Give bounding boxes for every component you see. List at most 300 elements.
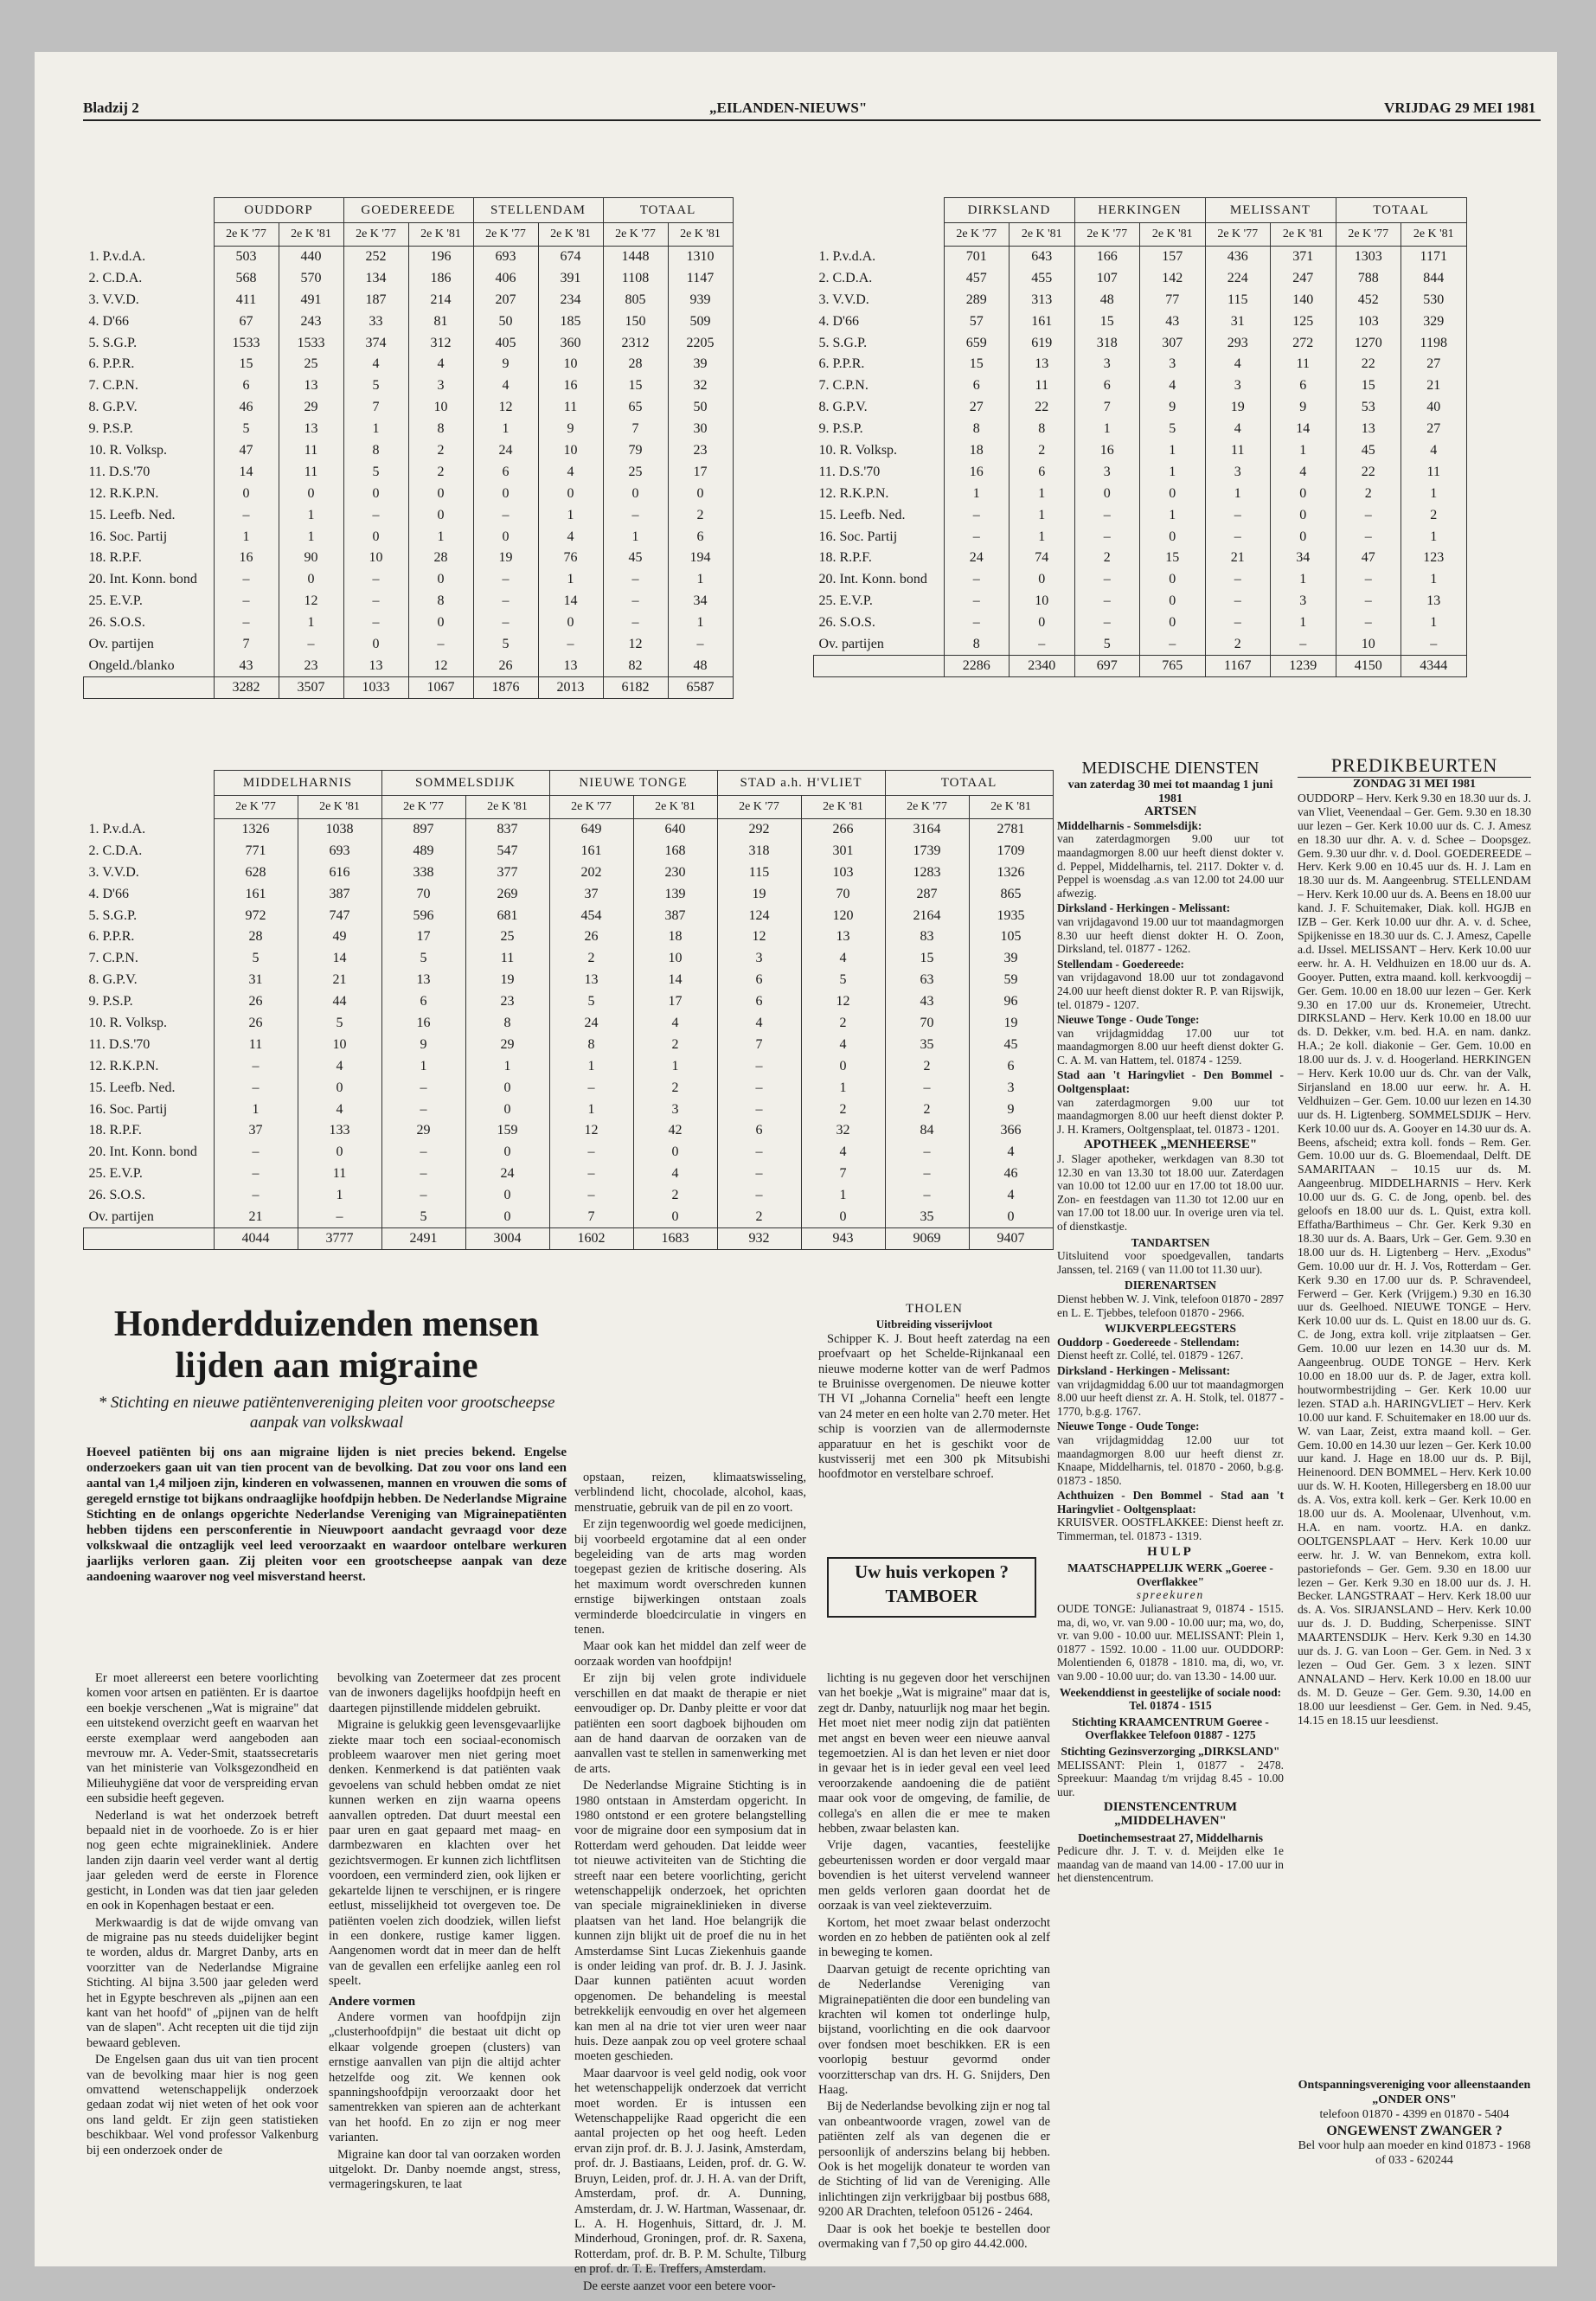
vote-cell: – xyxy=(1140,634,1206,656)
vote-cell: 5 xyxy=(381,948,465,970)
vote-cell: 14 xyxy=(1271,419,1336,440)
party-label: 11. D.S.'70 xyxy=(818,464,881,479)
vote-cell: 8 xyxy=(1010,419,1075,440)
vote-cell: 194 xyxy=(668,548,733,569)
vote-cell: 14 xyxy=(298,948,381,970)
lead-paragraph: Hoeveel patiënten bij ons aan migraine lijden is niet precies bekend. Engelse onderzoekers gaan uit van tien procent van de bevolking. Dat zou voor ons land een aantal van 1,4 miljoen zijn, kinderen en volwassenen, mannen en vrouwen die soms of geregeld ernstige tot bijkans ondraaglijke hoofdpijn hebben. De Nederlandse Migraine Stichting en de onlangs opgerichte Nederlandse Vereniging van Migrainepatiënten hebben tijdens een persconferentie in Nieuwpoort aandacht gevraagd voor deze volkskwaal die ontzaglijk veel leed veroorzaakt en waardoor ontelbare werkuren jaarlijks verloren gaan. Zij pleiten voor een grootscheepse aanpak van deze aandoening waarover nog veel misverstand heerst. xyxy=(87,1445,567,1584)
vote-cell: 6 xyxy=(717,991,801,1013)
table-row xyxy=(84,926,1054,948)
vote-cell: – xyxy=(473,612,538,634)
vote-cell: 1 xyxy=(1074,419,1140,440)
vote-cell: 19 xyxy=(473,548,538,569)
table-row xyxy=(84,634,734,656)
vote-cell: 18 xyxy=(944,440,1010,462)
predikbeurten-title: PREDIKBEURTEN xyxy=(1298,754,1531,778)
paragraph: Vrije dagen, vacanties, feestelijke gebeurtenissen worden er door vergald maar bovendien is het uiterst vervelend wanneer men gelds verloren gaan doordat het de oorzaak is van veel ziekteverzuim. xyxy=(818,1838,1050,1913)
vote-cell: 436 xyxy=(1205,247,1271,268)
table-row xyxy=(84,311,734,332)
vote-cell: 4 xyxy=(408,354,473,375)
vote-cell: 272 xyxy=(1271,332,1336,354)
vote-cell: 411 xyxy=(214,289,279,311)
wijk-region: Achthuizen - Den Bommel - Stad aan 't Haringvliet - Ooltgensplaat: xyxy=(1057,1489,1284,1516)
ad-line-1: Uw huis verkopen ? xyxy=(855,1561,1009,1582)
vote-cell: 6 xyxy=(1271,375,1336,397)
vote-cell: 35 xyxy=(885,1034,969,1055)
vote-cell: 18 xyxy=(633,926,717,948)
vote-cell: 491 xyxy=(279,289,343,311)
vote-cell: 28 xyxy=(408,548,473,569)
vote-cell: – xyxy=(381,1099,465,1120)
vote-cell: 32 xyxy=(801,1120,885,1142)
vote-cell: – xyxy=(717,1055,801,1077)
sub-column-header: 2e K '81 xyxy=(465,796,549,819)
vote-cell: 34 xyxy=(668,591,733,612)
vote-cell: – xyxy=(944,612,1010,634)
vote-cell: 649 xyxy=(549,819,633,841)
hulp-subheading: MAATSCHAPPELIJK WERK „Goeree - Overflakkee" xyxy=(1067,1561,1273,1588)
sub-column-header: 2e K '81 xyxy=(279,223,343,247)
vote-cell: – xyxy=(603,569,668,591)
vote-cell: 26 xyxy=(549,926,633,948)
vote-cell: 5 xyxy=(1074,634,1140,656)
party-label: 5. S.G.P. xyxy=(88,907,138,923)
page-number: Bladzij 2 xyxy=(83,99,139,116)
vote-cell: – xyxy=(214,1055,298,1077)
vote-cell: 24 xyxy=(465,1163,549,1185)
vote-cell: 6 xyxy=(214,375,279,397)
paragraph: Daar is ook het boekje te bestellen door overmaking van f 7,50 op giro 44.42.000. xyxy=(818,2221,1050,2252)
vote-cell: 0 xyxy=(279,569,343,591)
vote-cell: 19 xyxy=(717,883,801,905)
vote-cell: 1 xyxy=(538,504,603,526)
vote-cell: 29 xyxy=(465,1034,549,1055)
vote-cell: 29 xyxy=(279,397,343,419)
table-row xyxy=(814,591,1467,612)
vote-cell: 1533 xyxy=(214,332,279,354)
group-header: MIDDELHARNIS xyxy=(214,771,381,796)
vote-cell: 24 xyxy=(549,1013,633,1035)
vote-cell: 6 xyxy=(1074,375,1140,397)
tholen-text: Schipper K. J. Bout heeft zaterdag na een proefvaart op het Schelde-Rijnkanaal een nieuwe moderne kotter van de werf Padmos te Bruinisse overgenomen. De nieuwe kotter TH VI „Johanna Cornelia" heeft een lengte van 24 meter en een holte van 2.70 meter. Het schip is voorzien van de allermodernste apparatuur en het is geschikt voor de kustvisserij met een 300 pk Mitsubishi hoofdmotor en verstelbare schroef. xyxy=(818,1331,1050,1482)
vote-cell: 287 xyxy=(885,883,969,905)
onder-ons-phone: telefoon 01870 - 4399 en 01870 - 5404 xyxy=(1319,2108,1509,2121)
vote-cell: 0 xyxy=(538,612,603,634)
tholen-article xyxy=(818,1302,1050,1482)
sub-column-header: 2e K '77 xyxy=(1205,223,1271,247)
vote-cell: 2205 xyxy=(668,332,733,354)
total-cell: 3507 xyxy=(279,677,343,699)
table-sub-header xyxy=(84,223,734,247)
vote-cell: 4 xyxy=(1401,440,1467,462)
vote-cell: 3 xyxy=(1205,375,1271,397)
vote-cell: 186 xyxy=(408,267,473,289)
vote-cell: 1 xyxy=(1401,612,1467,634)
tandartsen-text: Uitsluitend voor spoedgevallen, tandarts Janssen, tel. 2169 ( van 11.00 tot 11.30 uur). xyxy=(1057,1249,1284,1276)
table-row xyxy=(814,461,1467,483)
tholen-subtitle: Uitbreiding visserijvloot xyxy=(875,1317,993,1331)
party-label: 8. G.P.V. xyxy=(818,400,868,415)
wijk-heading: WIJKVERPLEEGSTERS xyxy=(1105,1322,1236,1336)
vote-cell: 1 xyxy=(1401,483,1467,504)
party-label: 3. V.V.D. xyxy=(818,292,869,307)
vote-cell: 640 xyxy=(633,819,717,841)
vote-cell: 5 xyxy=(343,375,408,397)
predikbeurten-date: ZONDAG 31 MEI 1981 xyxy=(1353,778,1476,791)
vote-cell: 9 xyxy=(1140,397,1206,419)
vote-cell: – xyxy=(944,504,1010,526)
table-row xyxy=(84,1185,1054,1207)
apotheek-text: J. Slager apotheker, werkdagen van 8.30 tot 12.30 en van 13.30 tot 18.00 uur. Zaterdagen van 10.00 tot 12.00 uur en 17.00 tot 18.00 uur. Zon- en feestdagen van 11.30 tot 12.00 uur en van 17.00 tot 18.00 uur. In overige uren via tel. of dienstkastje. xyxy=(1057,1152,1284,1233)
vote-cell: – xyxy=(885,1077,969,1099)
vote-cell: 4 xyxy=(1140,375,1206,397)
total-cell: 1602 xyxy=(549,1228,633,1250)
vote-cell: 2 xyxy=(1205,634,1271,656)
vote-cell: 366 xyxy=(969,1120,1053,1142)
vote-cell: 643 xyxy=(1010,247,1075,268)
vote-cell: 139 xyxy=(633,883,717,905)
sub-column-header: 2e K '77 xyxy=(473,223,538,247)
vote-cell: 2 xyxy=(633,1185,717,1207)
vote-cell: – xyxy=(343,591,408,612)
vote-cell: 105 xyxy=(969,926,1053,948)
party-label: 18. R.P.F. xyxy=(88,1123,142,1138)
vote-cell: 1739 xyxy=(885,840,969,862)
vote-cell: 140 xyxy=(1271,289,1336,311)
vote-cell: 659 xyxy=(944,332,1010,354)
party-label: 5. S.G.P. xyxy=(818,335,868,350)
vote-cell: 124 xyxy=(717,905,801,926)
vote-cell: 7 xyxy=(214,634,279,656)
vote-cell: 1 xyxy=(1010,483,1075,504)
medische-title: MEDISCHE DIENSTEN xyxy=(1081,759,1259,778)
vote-cell: 12 xyxy=(801,991,885,1013)
election-table-west xyxy=(83,197,734,699)
vote-cell: 43 xyxy=(1140,311,1206,332)
sub-column-header: 2e K '77 xyxy=(214,796,298,819)
vote-cell: – xyxy=(343,569,408,591)
vote-cell: 53 xyxy=(1336,397,1401,419)
vote-cell: – xyxy=(381,1185,465,1207)
vote-cell: 16 xyxy=(538,375,603,397)
vote-cell: 13 xyxy=(801,926,885,948)
vote-cell: 0 xyxy=(1271,483,1336,504)
vote-cell: 16 xyxy=(381,1013,465,1035)
paragraph: bevolking van Zoetermeer dat zes procent van de inwoners dagelijks hoofdpijn heeft en daartegen pijnstillende middelen gebruikt. xyxy=(329,1671,561,1715)
migraine-column-4 xyxy=(818,1671,1050,2252)
vote-cell: 0 xyxy=(473,483,538,504)
dienstencentrum-address: Doetinchemsestraat 27, Middelharnis xyxy=(1078,1830,1263,1844)
party-label: 16. Soc. Partij xyxy=(88,529,168,544)
sub-column-header: 2e K '77 xyxy=(1336,223,1401,247)
vote-cell: 1 xyxy=(214,1099,298,1120)
paragraph: Merkwaardig is dat de wijde omvang van de migraine pas nu steeds duidelijker begint te worden, aldus dr. Margret Danby, arts en voorzitter van de Nederlandse Migraine Stichting. Al bijna 3.500 jaar geleden werd het in Egypte beschreven als „pijnen aan een kant van het hoofd" of „pijnen van de helft van de slapen". Acht recepten uit die tijd zijn bewaard gebleven. xyxy=(87,1915,318,2050)
vote-cell: – xyxy=(279,634,343,656)
paragraph: Er zijn tegenwoordig wel goede medicijnen, bij voorbeeld ergotamine dat al een onder begeleiding van de arts mag worden toegepast gezien de kritische dosering. Als het maximum wordt overschreden kunnen ernstige bijwerkingen ontstaan zoals verminderde bloedcirculatie in vingers en tenen. xyxy=(574,1517,806,1638)
party-label: 25. E.V.P. xyxy=(88,593,143,609)
vote-cell: 247 xyxy=(1271,267,1336,289)
vote-cell: 0 xyxy=(408,612,473,634)
party-label: 11. D.S.'70 xyxy=(88,464,151,479)
vote-cell: – xyxy=(298,1207,381,1228)
paragraph: De Nederlandse Migraine Stichting is in 1980 ontstaan in Amsterdam opgericht. In 1980 ontstond er een grotere belangstelling voor de migraine door een symposium dat in Rotterdam werd gehouden. Dat leidde weer tot nieuwe activiteiten van de Stichting die streeft naar een betere voorlichting, gericht wetenschappelijk onderzoek, het oprichten van speciale migraineklinieken in diverse plaatsen van het land. Hoe belangrijk die kunnen zijn blijkt uit de proef die nu in het Amsterdamse Sint Lucas Ziekenhuis gaande is onder leiding van prof. dr. B. J. J. Jasink. Daar kunnen patiënten acuut worden opgenomen. De behandeling is meestal betrekkelijk eenvoudig en over het algemeen kan men al na drie tot vier uren weer naar huis. Deze aanpak zou op veel grotere schaal moeten geschieden. xyxy=(574,1779,806,2064)
vote-cell: 6 xyxy=(381,991,465,1013)
paragraph: Er zijn bij velen grote individuele verschillen en dat maakt de therapie er niet eenvoudiger op. Dr. Danby pleitte er voor dat patiënten een soort dagboek bijhouden om aan de hand daarvan de oorzaken van de aanvallen vast te stellen in samenwerking met de arts. xyxy=(574,1671,806,1776)
ad-line-2: TAMBOER xyxy=(885,1586,978,1606)
sub-column-header: 2e K '77 xyxy=(885,796,969,819)
vote-cell: 15 xyxy=(885,948,969,970)
party-label: 15. Leefb. Ned. xyxy=(818,507,906,522)
kraam-subheading: Stichting Gezinsverzorging „DIRKSLAND" xyxy=(1061,1744,1280,1758)
vote-cell: – xyxy=(1336,526,1401,548)
vote-cell: 4 xyxy=(633,1163,717,1185)
vote-cell: 1709 xyxy=(969,840,1053,862)
vote-cell: 1 xyxy=(279,612,343,634)
vote-cell: 8 xyxy=(549,1034,633,1055)
vote-cell: 301 xyxy=(801,840,885,862)
vote-cell: – xyxy=(717,1163,801,1185)
vote-cell: 48 xyxy=(1074,289,1140,311)
vote-cell: 4 xyxy=(633,1013,717,1035)
table-row xyxy=(814,483,1467,504)
vote-cell: 8 xyxy=(408,591,473,612)
vote-cell: 0 xyxy=(465,1099,549,1120)
vote-cell: – xyxy=(549,1163,633,1185)
vote-cell: 2 xyxy=(408,440,473,462)
vote-cell: 1 xyxy=(279,526,343,548)
vote-cell: 1 xyxy=(408,526,473,548)
election-table-east xyxy=(83,770,1054,1250)
election-table-central xyxy=(813,197,1467,677)
vote-cell: 11 xyxy=(1401,461,1467,483)
vote-cell: 1 xyxy=(549,1099,633,1120)
subheadline: * Stichting en nieuwe patiëntenvereniging pleiten voor grootscheepse aanpak van volkskwaal xyxy=(98,1394,555,1432)
vote-cell: 1 xyxy=(1140,440,1206,462)
label-spacer xyxy=(84,796,215,819)
party-label: 6. P.P.R. xyxy=(818,356,865,372)
party-label: 10. R. Volksp. xyxy=(818,442,898,458)
vote-cell: 1 xyxy=(465,1055,549,1077)
vote-cell: 161 xyxy=(549,840,633,862)
group-header: TOTAAL xyxy=(1336,198,1466,223)
vote-cell: 2 xyxy=(633,1077,717,1099)
table-row xyxy=(84,1099,1054,1120)
vote-cell: – xyxy=(214,1163,298,1185)
vote-cell: – xyxy=(549,1077,633,1099)
vote-cell: 17 xyxy=(633,991,717,1013)
vote-cell: 157 xyxy=(1140,247,1206,268)
vote-cell: 1 xyxy=(668,569,733,591)
vote-cell: 693 xyxy=(298,840,381,862)
vote-cell: 1533 xyxy=(279,332,343,354)
vote-cell: 292 xyxy=(717,819,801,841)
vote-cell: 387 xyxy=(633,905,717,926)
vote-cell: 49 xyxy=(298,926,381,948)
party-label: Ov. partijen xyxy=(88,636,154,651)
vote-cell: 31 xyxy=(1205,311,1271,332)
vote-cell: 185 xyxy=(538,311,603,332)
vote-cell: 0 xyxy=(465,1185,549,1207)
onder-ons-notice xyxy=(1298,2078,1531,2168)
vote-cell: 6 xyxy=(969,1055,1053,1077)
table-row xyxy=(84,504,734,526)
vote-cell: 2 xyxy=(885,1055,969,1077)
group-header: OUDDORP xyxy=(214,198,343,223)
vote-cell: 243 xyxy=(279,311,343,332)
sub-column-header: 2e K '77 xyxy=(214,223,279,247)
vote-cell: 6 xyxy=(944,375,1010,397)
vote-cell: 0 xyxy=(408,483,473,504)
vote-cell: 0 xyxy=(1074,483,1140,504)
vote-cell: 269 xyxy=(465,883,549,905)
vote-cell: 43 xyxy=(214,655,279,676)
vote-cell: 59 xyxy=(969,970,1053,991)
vote-cell: 2 xyxy=(408,461,473,483)
vote-cell: 43 xyxy=(885,991,969,1013)
vote-cell: – xyxy=(1074,504,1140,526)
vote-cell: 19 xyxy=(1205,397,1271,419)
vote-cell: – xyxy=(1336,504,1401,526)
predikbeurten xyxy=(1298,754,1531,1879)
party-label: 18. R.P.F. xyxy=(818,550,872,566)
headline-line-2: lijden aan migraine xyxy=(175,1346,478,1386)
total-cell: 697 xyxy=(1074,656,1140,677)
vote-cell: 13 xyxy=(538,655,603,676)
total-cell: 943 xyxy=(801,1228,885,1250)
vote-cell: 27 xyxy=(1401,354,1467,375)
party-label: 8. G.P.V. xyxy=(88,972,138,988)
sub-column-header: 2e K '81 xyxy=(1010,223,1075,247)
vote-cell: 0 xyxy=(473,526,538,548)
party-label: 4. D'66 xyxy=(818,313,859,329)
sub-column-header: 2e K '81 xyxy=(1271,223,1336,247)
table-row xyxy=(814,311,1467,332)
vote-cell: 214 xyxy=(408,289,473,311)
vote-cell: 2 xyxy=(1010,440,1075,462)
vote-cell: 10 xyxy=(1336,634,1401,656)
party-label: 3. V.V.D. xyxy=(88,292,139,307)
total-cell: 765 xyxy=(1140,656,1206,677)
vote-cell: 972 xyxy=(214,905,298,926)
vote-cell: – xyxy=(473,504,538,526)
vote-cell: 0 xyxy=(1271,526,1336,548)
migraine-column-2 xyxy=(329,1671,561,2192)
vote-cell: 1 xyxy=(1401,526,1467,548)
vote-cell: 313 xyxy=(1010,289,1075,311)
vote-cell: 9 xyxy=(381,1034,465,1055)
vote-cell: 747 xyxy=(298,905,381,926)
vote-cell: – xyxy=(944,526,1010,548)
sub-column-header: 2e K '81 xyxy=(633,796,717,819)
vote-cell: 1448 xyxy=(603,247,668,268)
issue-date: VRIJDAG 29 MEI 1981 xyxy=(1384,99,1536,116)
vote-cell: 3 xyxy=(1074,461,1140,483)
vote-cell: 2 xyxy=(1336,483,1401,504)
vote-cell: 10 xyxy=(343,548,408,569)
party-label: 12. R.K.P.N. xyxy=(88,485,159,501)
table-row xyxy=(84,1077,1054,1099)
sub-column-header: 2e K '77 xyxy=(343,223,408,247)
vote-cell: 39 xyxy=(668,354,733,375)
table-row xyxy=(814,289,1467,311)
party-label: 25. E.V.P. xyxy=(818,593,873,609)
paragraph: Daarvan getuigt de recente oprichting van de Nederlandse Vereniging van Migrainepatiënten die door een bundeling van krachten wil komen tot onderlinge hulp, bijstand, voorlichting en die ook daarvoor over fondsen moet beschikken. ER is een voorlopig bestuur gevormd onder voorzitterschap van drs. H. G. Snijders, Den Haag. xyxy=(818,1962,1050,2097)
vote-cell: 405 xyxy=(473,332,538,354)
vote-cell: 0 xyxy=(603,483,668,504)
vote-cell: 123 xyxy=(1401,548,1467,569)
vote-cell: 150 xyxy=(603,311,668,332)
vote-cell: 133 xyxy=(298,1120,381,1142)
table-row xyxy=(84,289,734,311)
vote-cell: 4 xyxy=(343,354,408,375)
paragraph: Maar daarvoor is veel geld nodig, ook voor het wetenschappelijk onderzoek dat verricht moet worden. Er is intussen een Wetenschappelijke Raad opgericht die een aantal projecten op het oog heeft. Leden ervan zijn prof. dr. B. J. J. Jasink, Amsterdam, prof. dr. J. Bastiaans, Leiden, prof. dr. G. W. Bruyn, Leiden, prof. dr. J. H. A. van der Drift, Amsterdam, prof. dr. A. Dunning, Amsterdam, dr. J. W. Hartman, Wassenaar, dr. L. A. H. Hogenhuis, Sittard, dr. J. M. Minderhoud, Groningen, prof. dr. R. Saxena, Rotterdam, prof. dr. B. P. M. Schulte, Tilburg en prof. dr. T. E. Treffers, Amsterdam. xyxy=(574,2066,806,2277)
sub-column-header: 2e K '77 xyxy=(603,223,668,247)
vote-cell: 34 xyxy=(1271,548,1336,569)
vote-cell: – xyxy=(885,1163,969,1185)
spreekuren-label: spreekuren xyxy=(1136,1588,1205,1602)
paragraph: Andere vormen van hoofdpijn zijn „clusterhoofdpijn" die bestaat uit dicht op elkaar volgende groepen (clusters) van ernstige aanvallen van pijn die altijd achter hetzelfde oog zit. We kennen ook spanningshoofdpijn veroorzaakt door het samentrekken van spieren aan de achterkant van het hoofd. En zo zijn er nog meer varianten. xyxy=(329,2009,561,2145)
total-cell: 4344 xyxy=(1401,656,1467,677)
table-group-header xyxy=(814,198,1467,223)
vote-cell: – xyxy=(381,1163,465,1185)
party-label: 26. S.O.S. xyxy=(88,615,145,631)
vote-cell: 897 xyxy=(381,819,465,841)
vote-cell: 16 xyxy=(944,461,1010,483)
vote-cell: 318 xyxy=(717,840,801,862)
vote-cell: 10 xyxy=(1010,591,1075,612)
vote-cell: 40 xyxy=(1401,397,1467,419)
vote-cell: 12 xyxy=(549,1120,633,1142)
vote-cell: 16 xyxy=(214,548,279,569)
vote-cell: – xyxy=(214,1142,298,1163)
newspaper-name: „EILANDEN-NIEUWS" xyxy=(709,99,868,116)
vote-cell: 107 xyxy=(1074,267,1140,289)
vote-cell: 0 xyxy=(633,1142,717,1163)
artsen-heading: ARTSEN xyxy=(1144,804,1197,819)
vote-cell: 5 xyxy=(1140,419,1206,440)
sub-column-header: 2e K '81 xyxy=(1401,223,1467,247)
vote-cell: 1 xyxy=(668,612,733,634)
party-label: 20. Int. Konn. bond xyxy=(818,572,927,587)
vote-cell: 28 xyxy=(214,926,298,948)
vote-cell: 13 xyxy=(549,970,633,991)
vote-cell: 0 xyxy=(465,1142,549,1163)
vote-cell: 15 xyxy=(603,375,668,397)
group-header: TOTAAL xyxy=(885,771,1053,796)
vote-cell: 4 xyxy=(717,1013,801,1035)
header-rule xyxy=(83,119,1541,121)
vote-cell: 2 xyxy=(633,1034,717,1055)
vote-cell: 35 xyxy=(885,1207,969,1228)
vote-cell: 45 xyxy=(969,1034,1053,1055)
table-row xyxy=(814,375,1467,397)
total-cell: 6587 xyxy=(668,677,733,699)
hulp-text: OUDE TONGE: Julianastraat 9, 01874 - 1515. ma, di, wo, vr. van 9.00 - 10.00 uur; ma, wo, do, vr. van 9.00 - 10.00 uur. MELISSANT: Plein 1, 01877 - 1592. 10.00 - 11.00 uur. OUDDORP: Molentienden 6, 01878 - 1810. ma, di, wo, vr. van 9.00 - 10.00 uur; do. van 13.30 - 14.00 uur. xyxy=(1057,1602,1284,1682)
vote-cell: 13 xyxy=(279,419,343,440)
vote-cell: 46 xyxy=(969,1163,1053,1185)
vote-cell: 81 xyxy=(408,311,473,332)
vote-cell: 619 xyxy=(1010,332,1075,354)
vote-cell: 83 xyxy=(885,926,969,948)
vote-cell: – xyxy=(343,612,408,634)
party-label: 6. P.P.R. xyxy=(88,356,135,372)
group-header: TOTAAL xyxy=(603,198,733,223)
table-row xyxy=(84,1163,1054,1185)
vote-cell: 1283 xyxy=(885,862,969,883)
weekend-heading: Weekenddienst in geestelijke of sociale nood: Tel. 01874 - 1515 xyxy=(1059,1685,1282,1713)
vote-cell: 6 xyxy=(668,526,733,548)
vote-cell: 865 xyxy=(969,883,1053,905)
label-spacer xyxy=(814,198,945,223)
